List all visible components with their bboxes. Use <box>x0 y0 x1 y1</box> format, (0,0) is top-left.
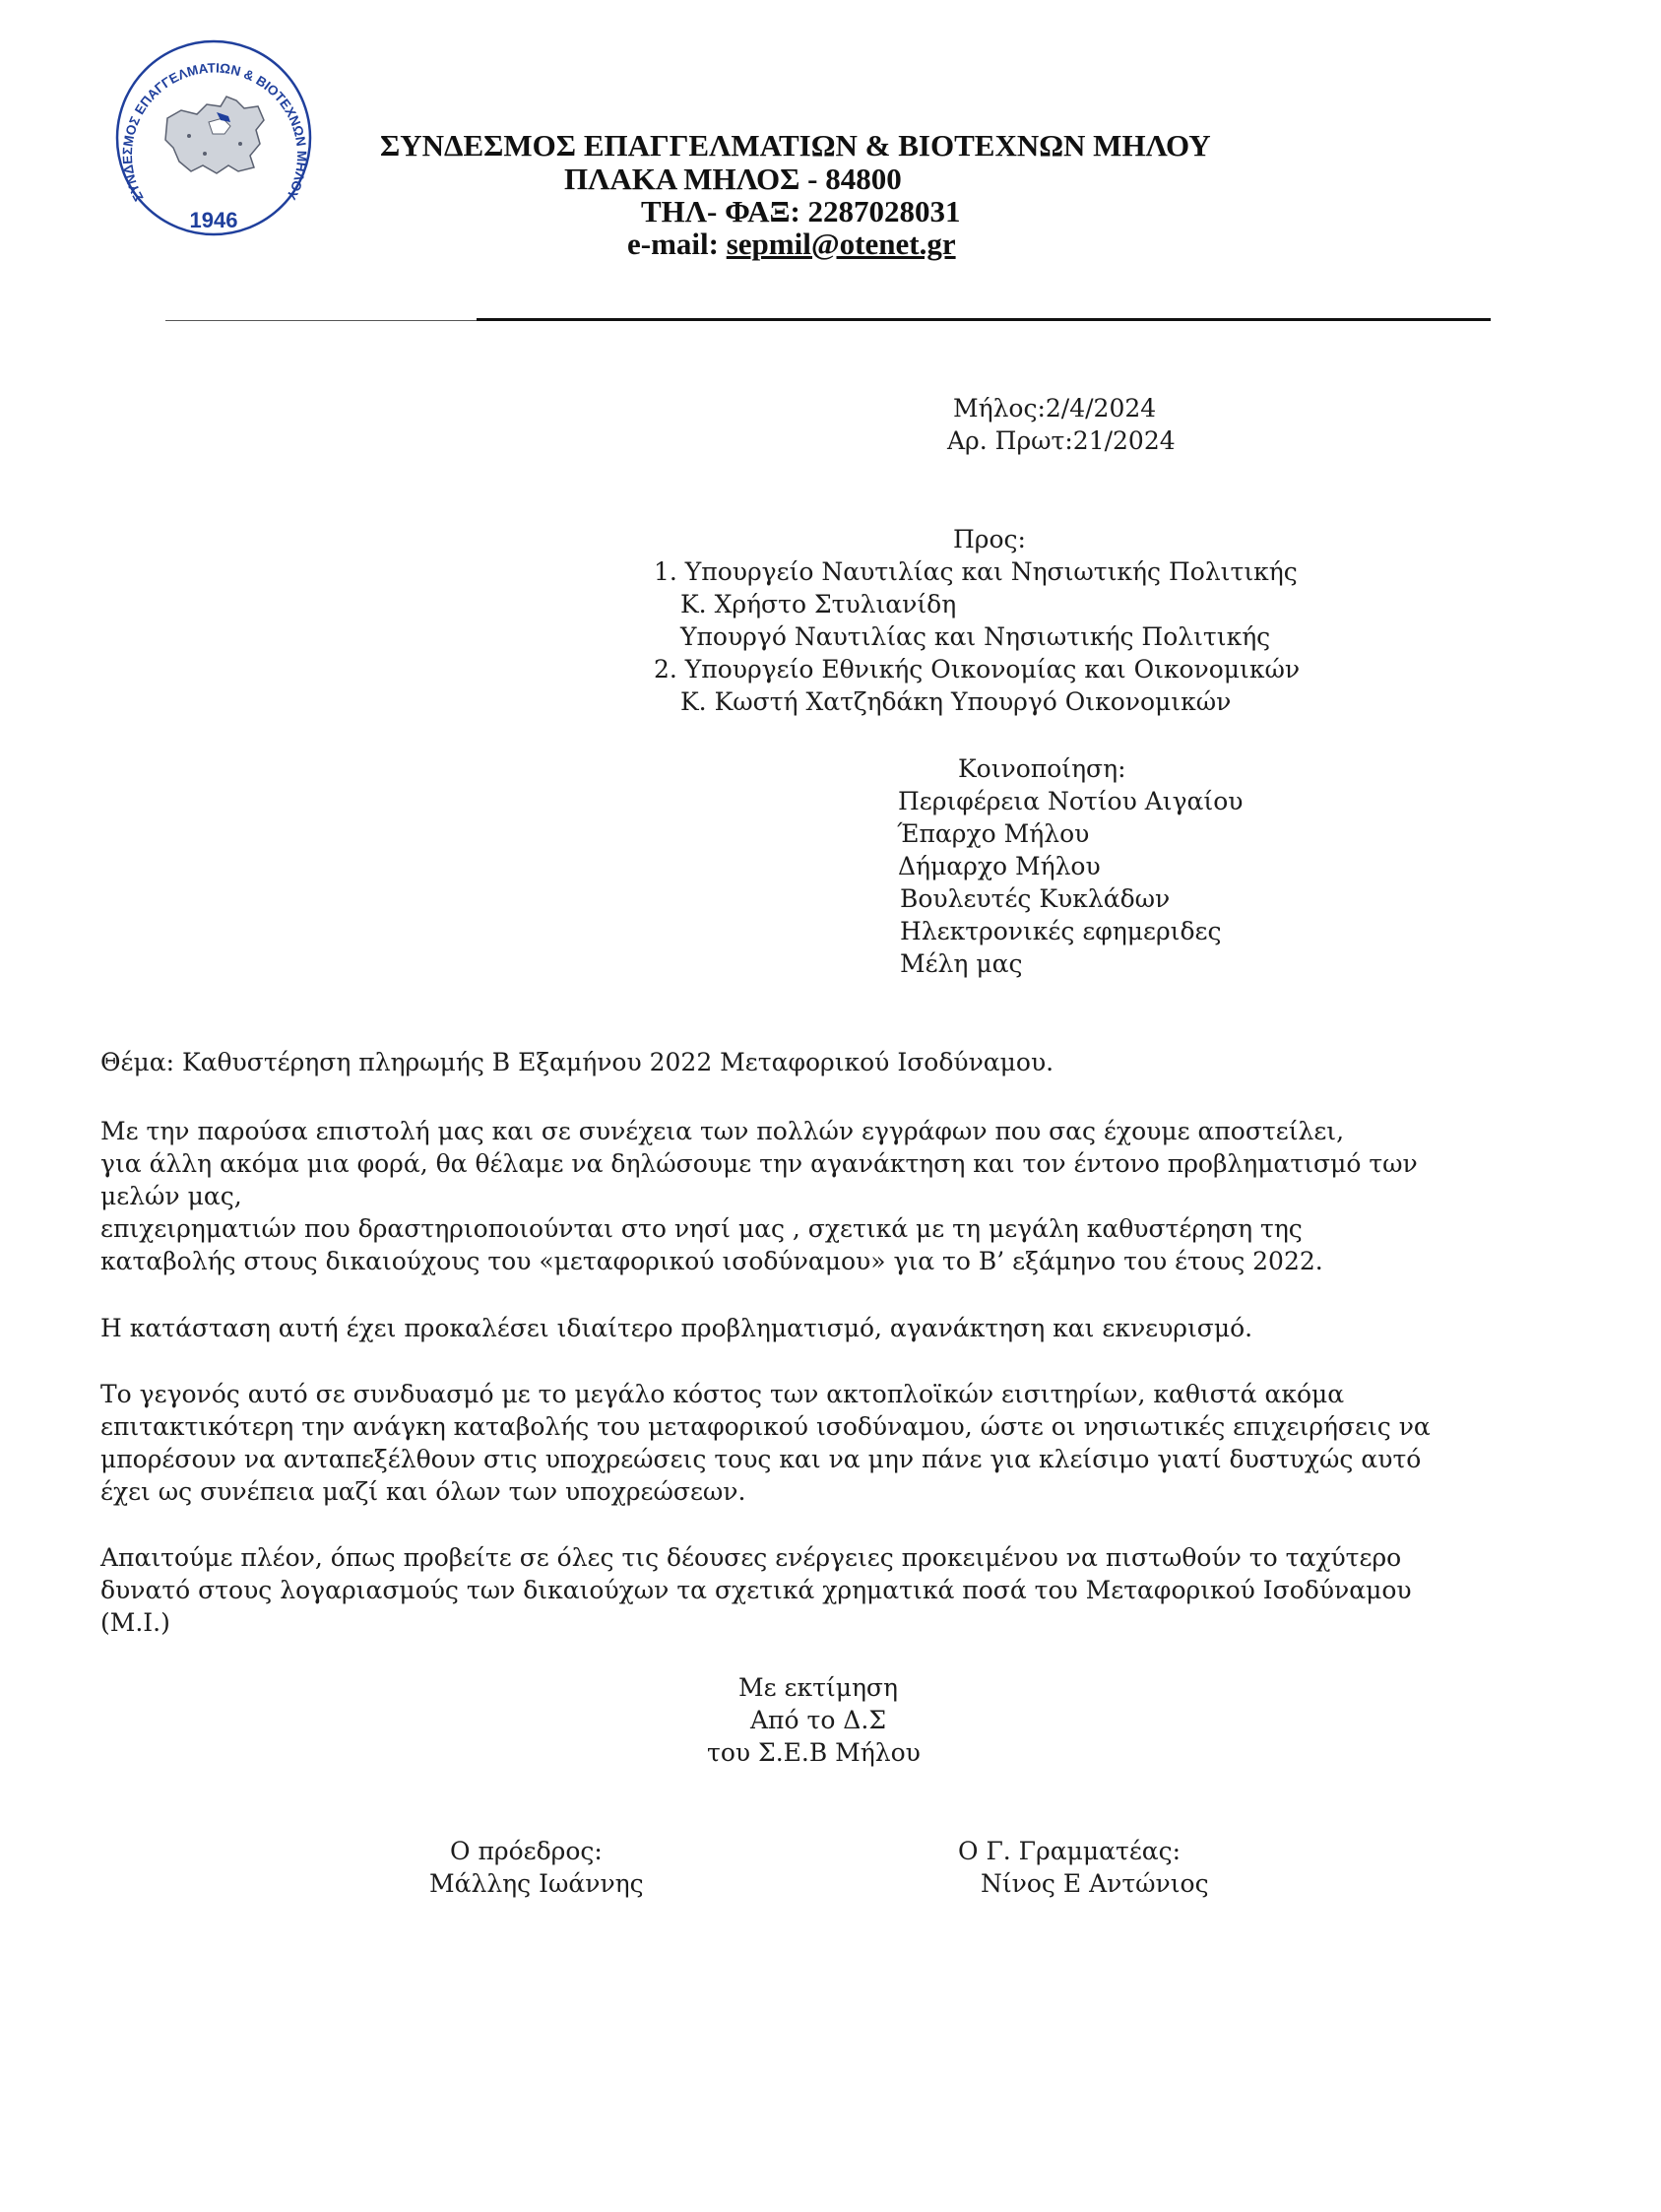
paragraph-line: για άλλη ακόμα μια φορά, θα θέλαμε να δηλώσουμε την αγανάκτηση και τον έντονο προβληματισμό των <box>100 1149 1418 1178</box>
organization-address: ΠΛΑΚΑ ΜΗΛΟΣ - 84800 <box>564 162 902 196</box>
recipient-line: Κ. Κωστή Χατζηδάκη Υπουργό Οικονομικών <box>680 687 1232 716</box>
closing-line: Από το Δ.Σ <box>750 1706 886 1734</box>
paragraph-line: καταβολής στους δικαιούχους του «μεταφορικού ισοδύναμου» για το Β’ εξάμηνο του έτους 2022. <box>100 1247 1323 1275</box>
paragraph-line: επιχειρηματιών που δραστηριοποιούνται στο νησί μας , σχετικά με τη μεγάλη καθυστέρηση της <box>100 1214 1303 1243</box>
cc-line: Έπαρχο Μήλου <box>897 819 1090 848</box>
logo-year: 1946 <box>189 208 238 232</box>
recipient-line: Κ. Χρήστο Στυλιανίδη <box>680 590 957 618</box>
cc-heading: Κοινοποίηση: <box>958 754 1126 783</box>
organization-phone: ΤΗΛ- ΦΑΞ: 2287028031 <box>641 194 961 228</box>
paragraph-line: μελών μας, <box>100 1182 242 1210</box>
letter-subject: Θέμα: Καθυστέρηση πληρωμής Β Εξαμήνου 2022 Μεταφορικού Ισοδύναμου. <box>100 1048 1054 1076</box>
recipients-heading: Προς: <box>953 525 1026 553</box>
president-name: Μάλλης Ιωάννης <box>429 1869 644 1898</box>
header-divider <box>477 318 1491 321</box>
secretary-title: Ο Γ. Γραμματέας: <box>958 1837 1182 1865</box>
recipient-line: Υπουργό Ναυτιλίας και Νησιωτικής Πολιτικής <box>680 622 1271 651</box>
closing-line: Με εκτίμηση <box>738 1673 898 1702</box>
email-link[interactable]: sepmil@otenet.gr <box>726 227 956 261</box>
body-paragraph-3 <box>100 1378 1518 1508</box>
paragraph-line: Η κατάσταση αυτή έχει προκαλέσει ιδιαίτερο προβληματισμό, αγανάκτηση και εκνευρισμό. <box>100 1314 1253 1342</box>
recipient-line: 1. Υπουργείο Ναυτιλίας και Νησιωτικής Πολιτικής <box>654 557 1298 586</box>
organization-logo <box>110 28 317 244</box>
recipient-line: 2. Υπουργείο Εθνικής Οικονομίας και Οικονομικών <box>654 655 1301 683</box>
paragraph-line: Το γεγονός αυτό σε συνδυασμό με το μεγάλο κόστος των ακτοπλοϊκών εισιτηρίων, καθιστά ακόμα <box>100 1380 1345 1408</box>
logo-arc-text: ΣΥΝΔΕΣΜΟΣ ΕΠΑΓΓΕΛΜΑΤΙΩΝ & ΒΙΟΤΕΧΝΩΝ ΜΗΛΟΥ <box>119 60 310 204</box>
logo-seal-icon <box>110 28 317 244</box>
header-divider-thin <box>165 320 477 321</box>
paragraph-line: (Μ.Ι.) <box>100 1608 170 1637</box>
paragraph-line: επιτακτικότερη την ανάγκη καταβολής του μεταφορικού ισοδύναμου, ώστε οι νησιωτικές επιχειρήσεις να <box>100 1412 1431 1441</box>
paragraph-line: μπορέσουν να ανταπεξέλθουν στις υποχρεώσεις τους και να μην πάνε για κλείσιμο γιατί δυστυχώς αυτό <box>100 1445 1422 1473</box>
body-paragraph-1 <box>100 1115 1518 1277</box>
letter-date: Μήλος:2/4/2024 <box>953 394 1157 423</box>
paragraph-line: δυνατό στους λογαριασμούς των δικαιούχων τα σχετικά χρηματικά ποσά του Μεταφορικού Ισοδύναμου <box>100 1576 1412 1604</box>
milos-island-map-icon <box>165 97 264 173</box>
organization-email-line <box>627 227 956 262</box>
secretary-name: Νίνος Ε Αντώνιος <box>981 1869 1209 1898</box>
organization-name: ΣΥΝΔΕΣΜΟΣ ΕΠΑΓΓΕΛΜΑΤΙΩΝ & ΒΙΟΤΕΧΝΩΝ ΜΗΛΟΥ <box>380 128 1211 163</box>
protocol-number: Αρ. Πρωτ:21/2024 <box>947 426 1176 455</box>
paragraph-line: Με την παρούσα επιστολή μας και σε συνέχεια των πολλών εγγράφων που σας έχουμε αποστείλει, <box>100 1117 1345 1145</box>
cc-line: Δήμαρχο Μήλου <box>898 852 1101 880</box>
email-label: e-mail: <box>627 227 727 261</box>
cc-line: Περιφέρεια Νοτίου Αιγαίου <box>898 787 1244 815</box>
closing-line: του Σ.Ε.Β Μήλου <box>707 1738 921 1767</box>
president-title: Ο πρόεδρος: <box>450 1837 603 1865</box>
paragraph-line: έχει ως συνέπεια μαζί και όλων των υποχρεώσεων. <box>100 1477 746 1506</box>
cc-line: Μέλη μας <box>900 949 1023 978</box>
cc-line: Βουλευτές Κυκλάδων <box>900 884 1171 913</box>
body-paragraph-2 <box>100 1312 1518 1344</box>
cc-line: Ηλεκτρονικές εφημεριδες <box>900 917 1222 945</box>
paragraph-line: Απαιτούμε πλέον, όπως προβείτε σε όλες τις δέουσες ενέργειες προκειμένου να πιστωθούν το ταχύτερο <box>100 1543 1402 1572</box>
body-paragraph-4 <box>100 1541 1518 1639</box>
